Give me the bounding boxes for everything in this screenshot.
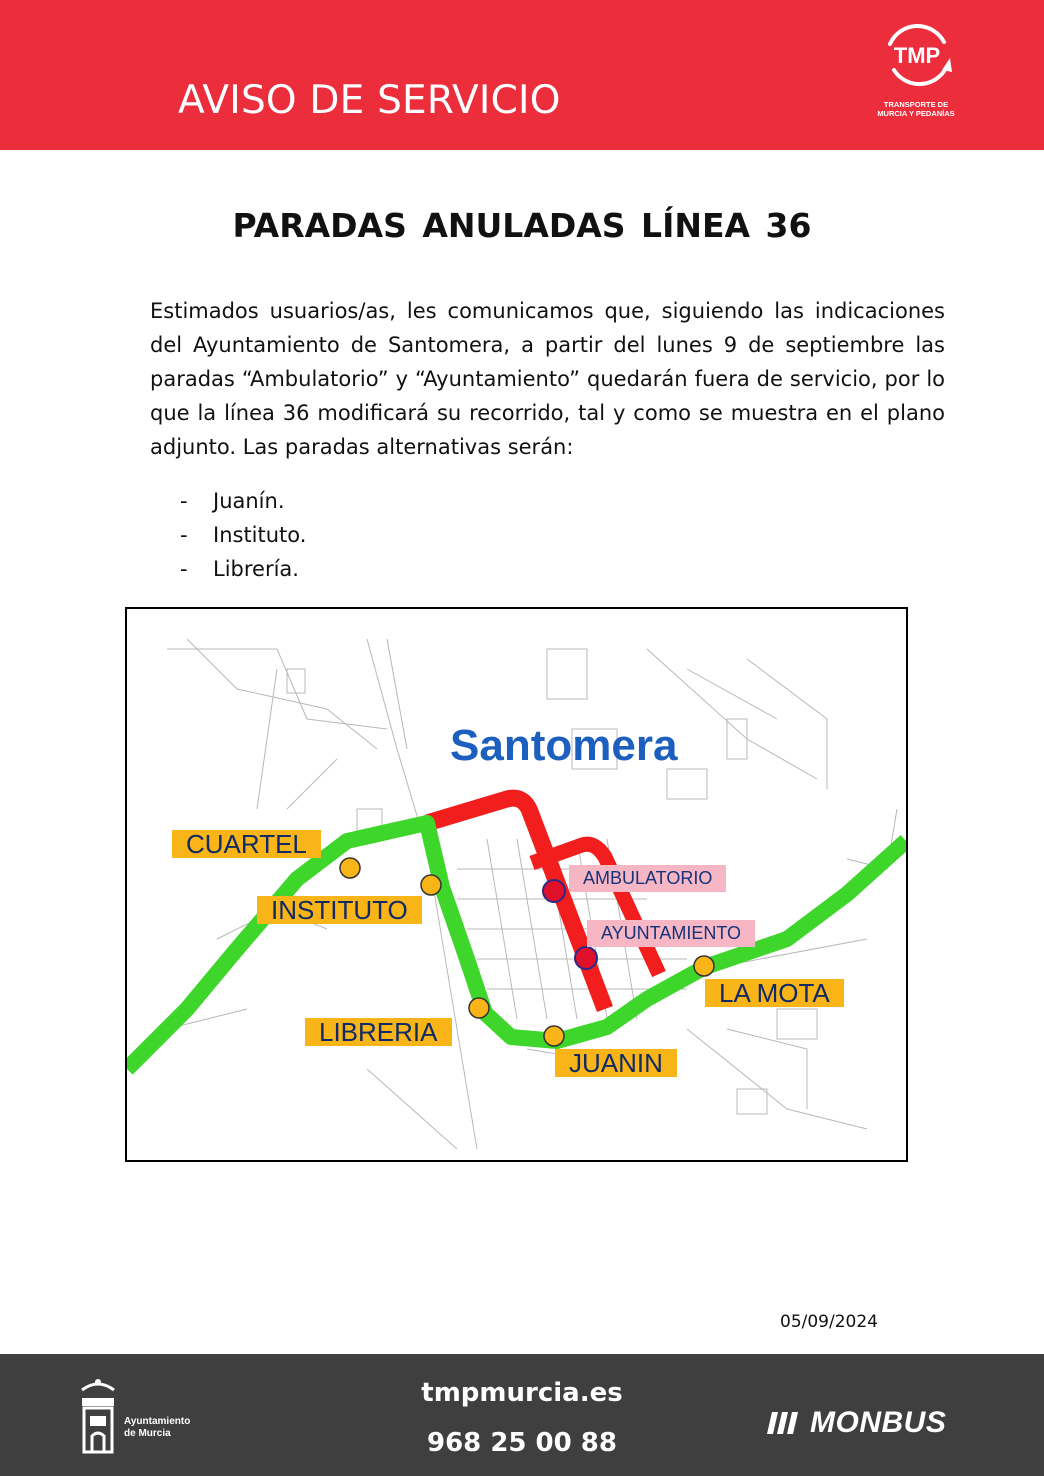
notice-date: 05/09/2024 <box>780 1312 878 1332</box>
page-header-title: AVISO DE SERVICIO <box>178 78 561 123</box>
alternative-stops-list <box>180 484 306 586</box>
header-banner <box>0 0 1044 150</box>
alternative-stop-juanin: Juanín. <box>213 489 285 513</box>
footer <box>0 1354 1044 1476</box>
stop-label-instituto: INSTITUTO <box>257 896 422 924</box>
stop-ambulatorio-marker <box>543 880 565 902</box>
tmp-logo-text <box>866 100 966 118</box>
tmp-circular-arrow-icon <box>878 22 956 92</box>
route-map <box>125 607 908 1162</box>
list-item <box>180 518 306 552</box>
list-bullet: - <box>180 523 188 547</box>
stop-label-libreria: LIBRERIA <box>305 1018 452 1046</box>
notice-body: Estimados usuarios/as, les comunicamos que, siguiendo las indicaciones del Ayuntamiento de Santomera, a partir del lunes 9 de septiembre las paradas “Ambulatorio” y “Ayuntamiento” quedarán fuera de servicio, por lo que la línea 36 modificará su recorrido, tal y como se muestra en el plano adjunto. Las paradas alternativas serán: <box>150 299 945 459</box>
list-bullet: - <box>180 489 188 513</box>
stop-label-cuartel: CUARTEL <box>172 830 321 858</box>
tmp-logo-line1: TRANSPORTE DE <box>883 100 949 109</box>
monbus-stripes-icon <box>766 1410 802 1436</box>
list-bullet: - <box>180 557 188 581</box>
tmp-logo-line2: MURCIA Y PEDANÍAS <box>877 109 955 118</box>
stop-cuartel-marker <box>340 858 360 878</box>
ayuntamiento-line2: de Murcia <box>124 1428 171 1439</box>
website-link[interactable]: tmpmurcia.es <box>421 1378 623 1408</box>
tmp-logo-mark: TMP <box>893 43 941 68</box>
notice-title: PARADAS ANULADAS LÍNEA 36 <box>232 206 812 245</box>
stop-ayuntamiento-marker <box>575 947 597 969</box>
tmp-logo <box>866 22 976 122</box>
stop-la-mota-marker <box>694 956 714 976</box>
stop-label-ayuntamiento: AYUNTAMIENTO <box>587 920 755 947</box>
route-map-drawing <box>127 609 906 1160</box>
phone-number[interactable]: 968 25 00 88 <box>427 1428 617 1458</box>
new-route <box>127 823 906 1069</box>
list-item <box>180 484 306 518</box>
monbus-logo <box>766 1406 946 1440</box>
list-item <box>180 552 306 586</box>
stop-juanin-marker <box>544 1026 564 1046</box>
stop-label-ambulatorio: AMBULATORIO <box>569 865 726 892</box>
alternative-stop-instituto: Instituto. <box>213 523 307 547</box>
stop-instituto-marker <box>421 875 441 895</box>
map-town-name: Santomera <box>450 721 678 770</box>
stop-libreria-marker <box>469 998 489 1018</box>
monbus-wordmark: MONBUS <box>810 1406 947 1439</box>
stop-label-juanin: JUANIN <box>555 1049 677 1077</box>
alternative-stop-libreria: Librería. <box>213 557 299 581</box>
ayuntamiento-line1: Ayuntamiento <box>124 1416 191 1427</box>
stop-label-la-mota: LA MOTA <box>705 979 844 1007</box>
